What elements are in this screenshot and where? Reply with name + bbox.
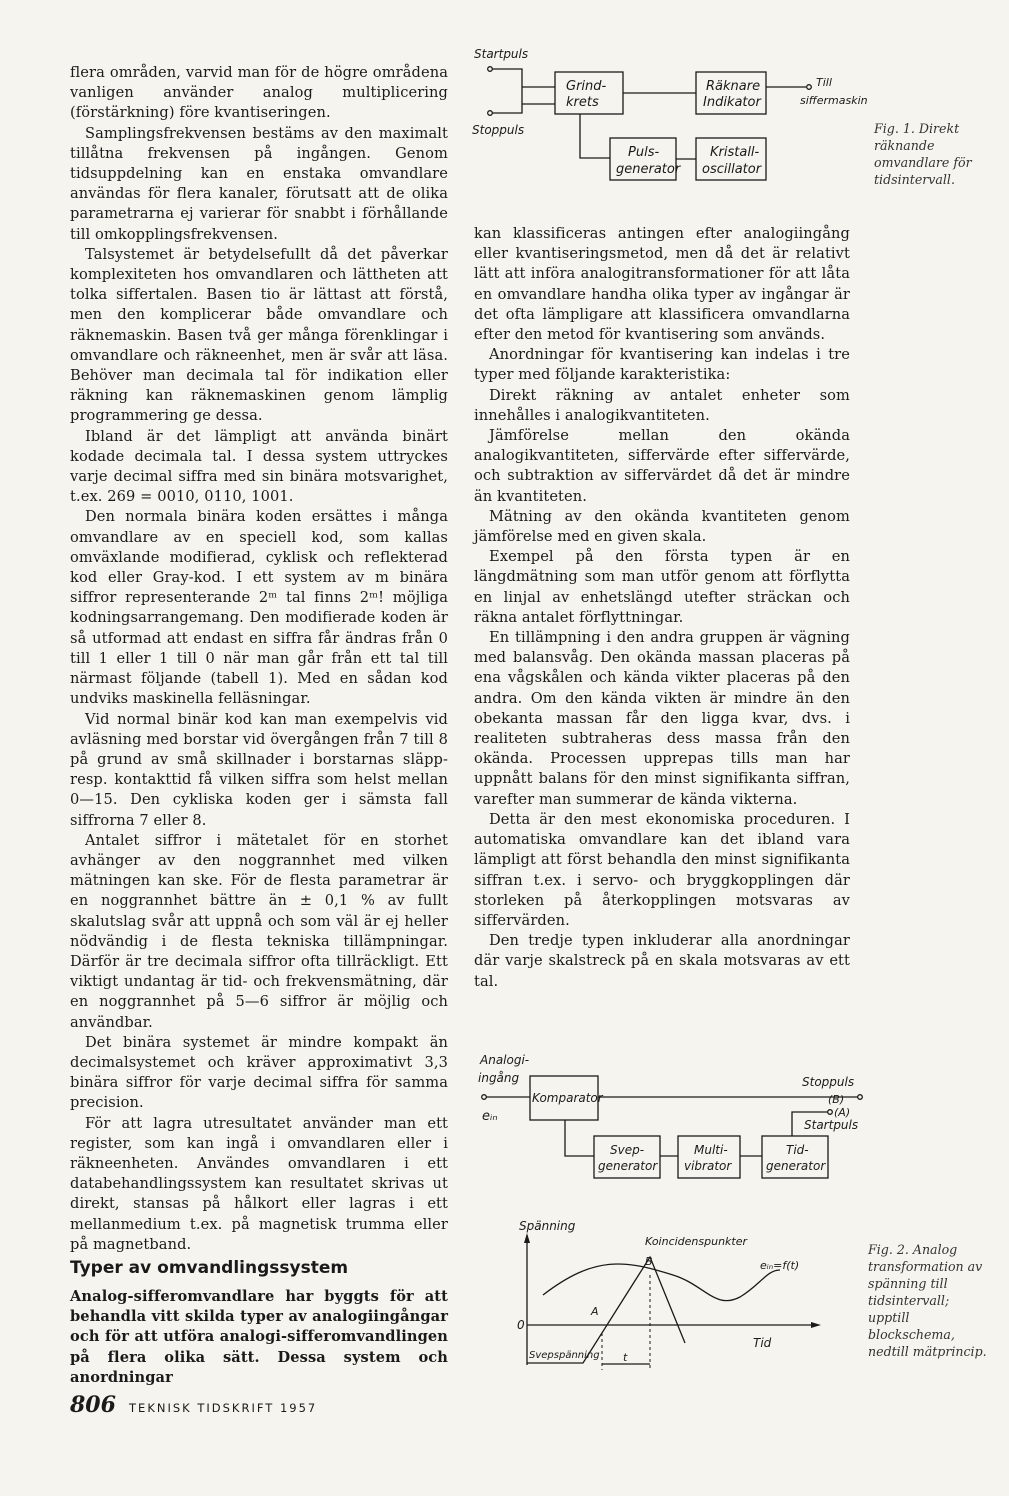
figure-1-block-diagram (470, 40, 868, 200)
paragraph: Anordningar för kvantisering kan indelas i tre typer med följande karakteristika: (474, 346, 850, 384)
terminal (807, 85, 812, 90)
multi-label: Multi- (694, 1143, 728, 1157)
wire (580, 114, 610, 158)
raknare-label: Indikator (703, 95, 761, 110)
section-heading: Typer av omvandlingssystem (70, 1258, 349, 1278)
paragraph: Mätning av den okända kvantiteten genom jämförelse med en given skala. (474, 507, 850, 546)
paragraph: Den normala binära koden ersättes i många omvandlare av en speciell kod, som kallas omväxlande modifierad, cyklisk och reflekterad kod eller Gray-kod. I ett system av m binära siffror representerande 2ᵐ tal finns 2ᵐ! möjliga kodningsarrangemang. Den modifierade koden är så utformad att endast en siffra får ändras från 0 till 1 eller 1 till 0 när man går från ett tal till närmast följande (tabell 1). Med en sådan kod undviks maskinella felläsningar. (70, 508, 448, 708)
label-a: (A) (834, 1106, 851, 1119)
label-ein: eᵢₙ (482, 1109, 498, 1124)
left-column (70, 63, 448, 1255)
page-number: 806 (70, 1392, 116, 1418)
raknare-label: Räknare (706, 79, 761, 94)
section-body (70, 1287, 448, 1388)
label-stoppuls: Stoppuls (472, 123, 525, 137)
paragraph: En tillämpning i den andra gruppen är vägning med balansvåg. Den okända massan placeras på ena vågskålen och kända vikter placeras på den andra. Om den kända vikten är mindre än den obekanta massan får den ligga kvar, dvs. i realiteten subtraheras dess massa från den okända. Processen upprepas tills man har uppnått balans för den minst signifikanta siffran, varefter man summerar de kända vikterna. (474, 629, 850, 808)
paragraph: Vid normal binär kod kan man exempelvis vid avläsning med borstar vid övergången från 7 till 8 på grund av små skillnader i borstarnas släpp- resp. kontakttid få vilken siffra som helst mellan 0—15. Den cykliska koden ger i sämsta fall siffrorna 7 eller 8. (70, 710, 448, 829)
paragraph: Direkt räkning av antalet enheter som innehålles i analogikvantiteten. (474, 386, 850, 424)
right-column (474, 224, 850, 992)
paragraph: Exempel på den första typen är en längdmätning som man utför genom att förflytta en linjal av enhetslängd utefter sträckan och räkna antalet förflyttningar. (474, 548, 850, 626)
paragraph: För att lagra utresultatet använder man ett register, som kan ingå i omvandlaren eller i räkneenheten. Användes omvandlaren i ett databehandlingssystem kan resultatet skrivas ut direkt, stansas på hålkort eller lagras i ett mellanmedium t.ex. på magnetisk trumma eller på magnetband. (70, 1114, 448, 1253)
tid-label: generator (766, 1159, 826, 1173)
tid-label: Tid- (786, 1143, 809, 1157)
sweep-voltage (527, 1257, 685, 1363)
label-siffermaskin: siffermaskin (800, 94, 868, 107)
terminal (828, 1110, 833, 1115)
input-signal-curve (543, 1264, 780, 1301)
paragraph: Analog-sifferomvandlare har byggts för att behandla vitt skilda typer av analogiingångar och för att utföra analogi-sifferomvandlingen på flera olika sätt. Dessa system och anordningar (70, 1288, 448, 1386)
pulsgenerator-label: Puls- (628, 145, 660, 160)
label-tid: Tid (753, 1336, 772, 1350)
terminal (858, 1095, 863, 1100)
multi-label: vibrator (684, 1159, 732, 1173)
label-t: t (623, 1351, 628, 1364)
paragraph: flera områden, varvid man för de högre områdena vanligen använder analog multiplicering (förstärkning) före kvantiseringen. (70, 64, 448, 122)
paragraph: Det binära systemet är mindre kompakt än decimalsystemet och kräver approximativt 3,3 binära siffror för varje decimal siffra för samma precision. (70, 1033, 448, 1112)
grindkrets-label: krets (566, 95, 599, 110)
label-stoppuls: Stoppuls (802, 1075, 855, 1089)
y-axis-arrow (524, 1233, 530, 1243)
axis-label-spanning: Spänning (519, 1219, 576, 1233)
pulsgenerator-label: generator (616, 162, 681, 177)
figure-2-caption: Fig. 2. Analog transformation av spänning till tidsintervall; upptill blockschema, nedtill mätprincip. (868, 1242, 987, 1359)
svep-label: generator (598, 1159, 658, 1173)
label-till: Till (816, 76, 832, 89)
figure-2-block-diagram (470, 1050, 870, 1180)
wire (565, 1120, 594, 1156)
wire (492, 69, 522, 113)
figure-1-caption: Fig. 1. Direkt räknande omvandlare för tidsintervall. (874, 121, 972, 187)
label-b: (B) (828, 1093, 845, 1106)
label-ingang: ingång (478, 1071, 520, 1085)
page-footer (70, 1392, 317, 1418)
grindkrets-label: Grind- (566, 79, 607, 94)
paragraph: Antalet siffror i mätetalet för en storhet avhänger av den noggrannhet med vilken mätningen kan ske. För de flesta parametrar är en noggrannhet bättre än ± 0,1 % av fullt skalutslag svår att uppnå och som väl är ej heller nödvändig i de flesta tekniska tillämpningar. Därför är tre decimala siffror ofta tillräckligt. Ett viktigt undantag är tid- och frekvensmätning, där en noggrannhet på 5—6 siffror är möjlig och användbar. (70, 831, 448, 1031)
time-axis-arrow (811, 1322, 821, 1328)
komparator-label: Komparator (532, 1091, 603, 1105)
paragraph: Jämförelse mellan den okända analogikvantiteten, siffervärde efter siffervärde, och subtraktion av siffervärdet då det är mindre än kvantiteten. (474, 427, 850, 505)
point-a-label: A (591, 1305, 599, 1318)
terminal (488, 67, 493, 72)
label-ein-ft: eᵢₙ=f(t) (760, 1259, 800, 1272)
label-analogi: Analogi- (480, 1053, 530, 1067)
paragraph: Samplingsfrekvensen bestäms av den maximalt tillåtna frekvensen på ingången. Genom tidsuppdelning kan en enstaka omvandlare användas för flera kanaler, förutsatt att de olika parametrarna ej varierar för snabbt i förhållande till omkopplingsfrekvensen. (70, 124, 448, 243)
paragraph: Detta är den mest ekonomiska proceduren. I automatiska omvandlare kan det ibland vara lämpligt att först behandla den minst signifikanta siffran t.ex. i servo- och bryggkopplingen där storleken på återkopplingen motsvaras av siffervärden. (474, 810, 850, 929)
label-koincidenspunkter: Koincidenspunkter (645, 1235, 748, 1248)
label-startpuls: Startpuls (474, 47, 529, 61)
publication-name: TEKNISK TIDSKRIFT 1957 (129, 1401, 318, 1415)
svep-label: Svep- (610, 1143, 645, 1157)
terminal (482, 1095, 487, 1100)
terminal (488, 111, 493, 116)
label-startpuls: Startpuls (804, 1118, 859, 1132)
paragraph: Talsystemet är betydelsefullt då det påverkar komplexiteten hos omvandlaren och lättheten att tolka siffertalen. Basen tio är lättast att förstå, men den komplicerar både omvandlare och räknemaskin. Basen två ger många förenklingar i omvandlare och räkneenhet, men är svår att läsa. Behöver man decimala tal för indikation eller räkning kan räknemaskinen genom lämplig programmering ge dessa. (70, 245, 448, 425)
kristall-label: oscillator (702, 162, 762, 177)
point-b-label: B (645, 1255, 653, 1268)
figure-2-principle-diagram (505, 1215, 835, 1375)
kristall-label: Kristall- (710, 145, 760, 160)
label-zero: 0 (517, 1318, 525, 1332)
label-svepspanning: Svepspänning (529, 1350, 600, 1361)
paragraph: kan klassificeras antingen efter analogiingång eller kvantiseringsmetod, men då det är relativt lätt att införa analogitransformationer för att låta en omvandlare handha olika typer av ingångar är det ofta lämpligare att klassificera omvandlarna efter den metod för kvantisering som används. (474, 225, 850, 344)
paragraph: Ibland är det lämpligt att använda binärt kodade decimala tal. I dessa system uttryckes varje decimal siffra med sin binära motsvarighet, t.ex. 269 = 0010, 0110, 1001. (70, 427, 448, 506)
paragraph: Den tredje typen inkluderar alla anordningar där varje skalstreck på en skala motsvaras av ett tal. (474, 932, 850, 990)
